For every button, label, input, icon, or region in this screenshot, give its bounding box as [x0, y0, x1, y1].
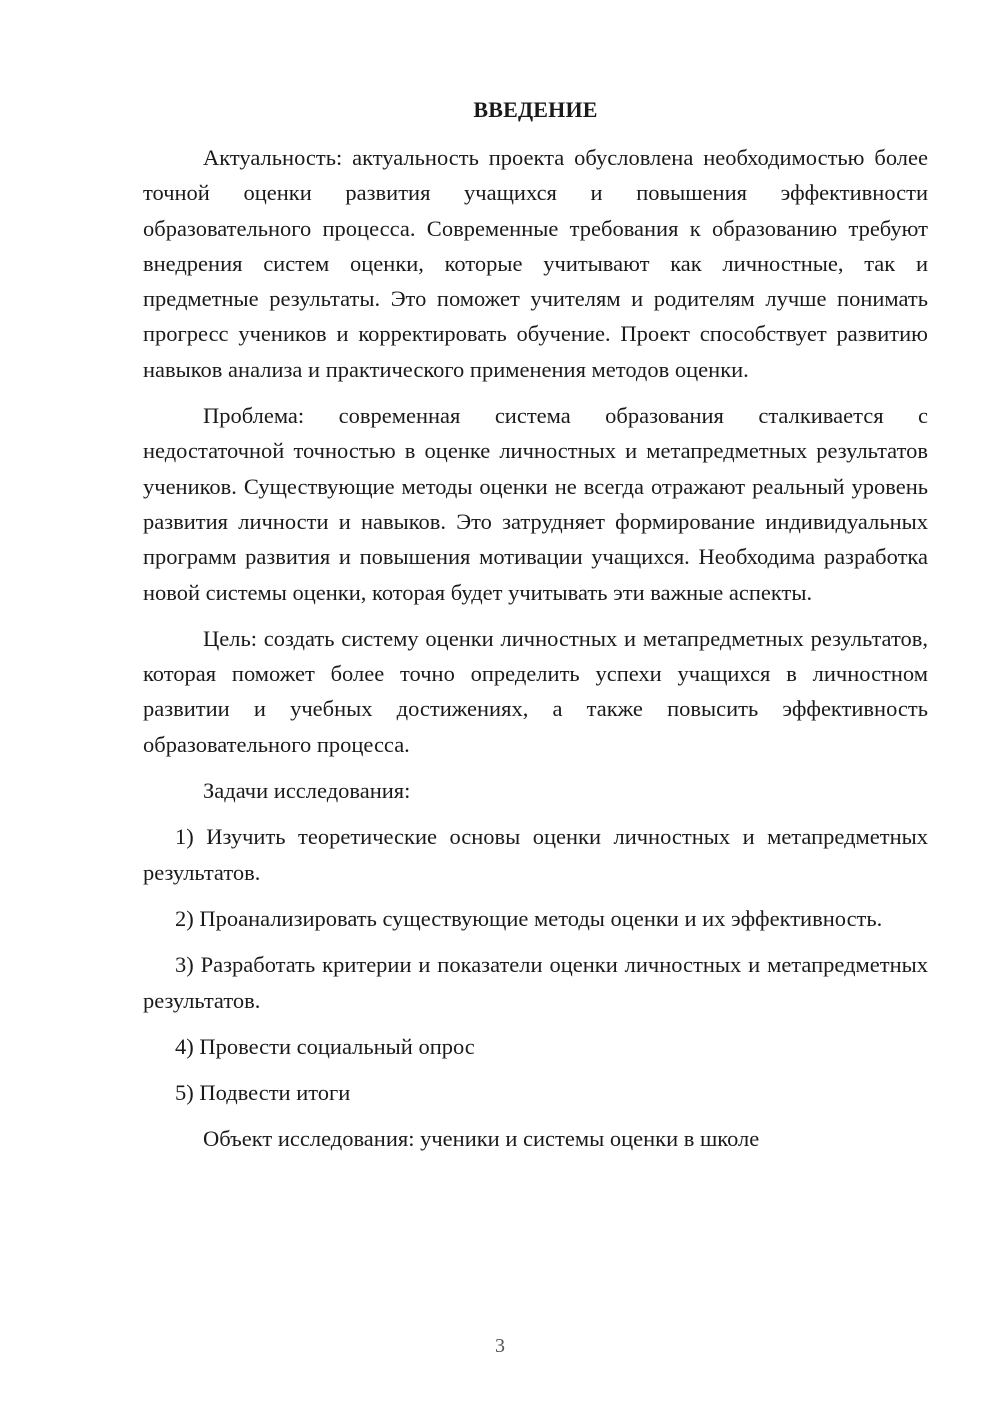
paragraph-problem: Проблема: современная система образования сталкивается с недостаточной точностью в оценке личностных и метапредметных результатов учеников. Существующие методы оценки не всегда отражают реальный уровень развития личности и навыков. Это затрудняет формирование индивидуальных программ развития и повышения мотивации учащихся. Необходима разработка новой системы оценки, которая будет учитывать эти важные аспекты.: [143, 403, 928, 605]
task-item-1: 1) Изучить теоретические основы оценки личностных и метапредметных результатов.: [143, 824, 928, 885]
tasks-heading: Задачи исследования:: [203, 778, 411, 804]
page-content: [143, 92, 928, 1168]
section-title: ВВЕДЕНИЕ: [473, 97, 598, 122]
task-item-5: 5) Подвести итоги: [175, 1080, 351, 1106]
page-number: 3: [495, 1335, 505, 1357]
paragraph-goal: Цель: создать систему оценки личностных и метапредметных результатов, которая поможет более точно определить успехи учащихся в личностном развитии и учебных достижениях, а также повысить эффективность образовательного процесса.: [143, 625, 928, 757]
paragraph-relevance: Актуальность: актуальность проекта обусловлена необходимостью более точной оценки развития учащихся и повышения эффективности образовательного процесса. Современные требования к образованию требуют внедрения систем оценки, которые учитывают как личностные, так и предметные результаты. Это поможет учителям и родителям лучше понимать прогресс учеников и корректировать обучение. Проект способствует развитию навыков анализа и практического применения методов оценки.: [143, 145, 928, 382]
task-item-2: 2) Проанализировать существующие методы оценки и их эффективность.: [175, 905, 883, 931]
task-item-4: 4) Провести социальный опрос: [175, 1033, 475, 1059]
task-item-3: 3) Разработать критерии и показатели оценки личностных и метапредметных результатов.: [143, 952, 928, 1013]
research-object: Объект исследования: ученики и системы оценки в школе: [203, 1126, 760, 1152]
